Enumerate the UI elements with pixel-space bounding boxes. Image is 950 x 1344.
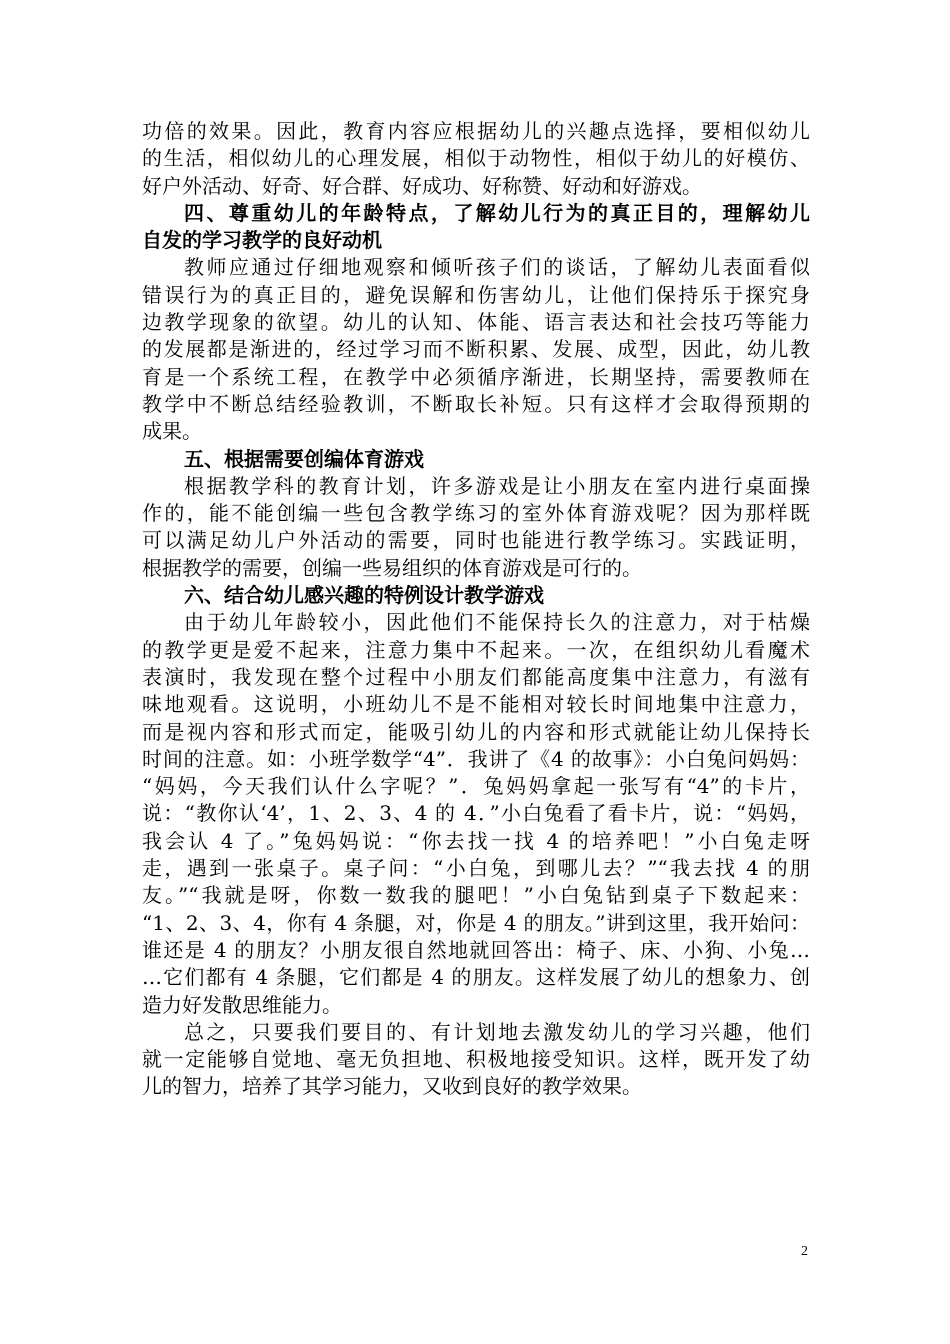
paragraph-line: 教学中不断总结经验教训，不断取长补短。只有这样才会取得预期的: [142, 391, 810, 416]
paragraph-line: 的教学更是爱不起来，注意力集中不起来。一次，在组织幼儿看魔术: [142, 637, 810, 662]
section-heading-line: 四、尊重幼儿的年龄特点，了解幼儿行为的真正目的，理解幼儿: [184, 200, 810, 225]
paragraph-line: 根据教学科的教育计划，许多游戏是让小朋友在室内进行桌面操: [184, 473, 810, 498]
paragraph-line: 造力好发散思维能力。: [142, 992, 342, 1017]
paragraph-line: 教师应通过仔细地观察和倾听孩子们的谈话，了解幼儿表面看似: [184, 255, 810, 280]
paragraph-line: 由于幼儿年龄较小，因此他们不能保持长久的注意力，对于枯燥: [184, 610, 810, 635]
paragraph-line: 边教学现象的欲望。幼儿的认知、体能、语言表达和社会技巧等能力: [142, 310, 810, 335]
paragraph-line: 而是视内容和形式而定，能吸引幼儿的内容和形式就能让幼儿保持长: [142, 719, 810, 744]
paragraph-line: 功倍的效果。因此，教育内容应根据幼儿的兴趣点选择，要相似幼儿: [142, 119, 810, 143]
paragraph-line: 友。”“我就是呀，你数一数我的腿吧！”小白兔钻到桌子下数起来：: [142, 883, 810, 908]
paragraph-line: 谁还是 4 的朋友？小朋友很自然地就回答出：椅子、床、小狗、小兔…: [142, 937, 810, 962]
paragraph-line: “1、2、3、4，你有 4 条腿，对，你是 4 的朋友。”讲到这里，我开始问：: [142, 910, 810, 935]
paragraph-line: 儿的智力，培养了其学习能力，又收到良好的教学效果。: [142, 1074, 642, 1099]
section-heading-line: 六、结合幼儿感兴趣的特例设计教学游戏: [184, 583, 544, 608]
paragraph-line: 说：“教你认‘4’，1、2、3、4 的 4．”小白兔看了看卡片，说：“妈妈，: [142, 801, 810, 826]
section-heading-line: 五、根据需要创编体育游戏: [184, 446, 424, 471]
paragraph-line: 作的，能不能创编一些包含教学练习的室外体育游戏呢？因为那样既: [142, 501, 810, 526]
paragraph-line: 表演时，我发现在整个过程中小朋友们都能高度集中注意力，有滋有: [142, 664, 810, 689]
section-heading-line: 自发的学习教学的良好动机: [142, 228, 382, 253]
paragraph-line: 错误行为的真正目的，避免误解和伤害幼儿，让他们保持乐于探究身: [142, 282, 810, 307]
paragraph-line: …它们都有 4 条腿，它们都是 4 的朋友。这样发展了幼儿的想象力、创: [142, 965, 810, 990]
paragraph-line: 育是一个系统工程，在教学中必须循序渐进，长期坚持，需要教师在: [142, 364, 810, 389]
paragraph-line: 走，遇到一张桌子。桌子问：“小白兔，到哪儿去？”“我去找 4 的朋: [142, 856, 810, 881]
document-page: [142, 118, 810, 1101]
paragraph-line: “妈妈，今天我们认什么字呢？”．兔妈妈拿起一张写有“4”的卡片，: [142, 774, 810, 799]
paragraph-line: 的发展都是渐进的，经过学习而不断积累、发展、成型，因此，幼儿教: [142, 337, 810, 362]
paragraph-line: 可以满足幼儿户外活动的需要，同时也能进行教学练习。实践证明，: [142, 528, 810, 553]
paragraph-line: 好户外活动、好奇、好合群、好成功、好称赞、好动和好游戏。: [142, 173, 702, 198]
paragraph-line: 总之，只要我们要目的、有计划地去激发幼儿的学习兴趣，他们: [184, 1019, 810, 1044]
paragraph-line: 成果。: [142, 419, 202, 444]
paragraph-line: 我会认 4 了。”兔妈妈说：“你去找一找 4 的培养吧！”小白兔走呀: [142, 828, 810, 853]
paragraph-line: 根据教学的需要，创编一些易组织的体育游戏是可行的。: [142, 555, 642, 580]
paragraph-line: 的生活，相似幼儿的心理发展，相似于动物性，相似于幼儿的好模仿、: [142, 146, 810, 171]
page-number: 2: [801, 1244, 808, 1259]
paragraph-line: 时间的注意。如：小班学数学“4”．我讲了《4 的故事》：小白兔问妈妈：: [142, 746, 810, 771]
paragraph-line: 就一定能够自觉地、毫无负担地、积极地接受知识。这样，既开发了幼: [142, 1047, 810, 1072]
paragraph-line: 味地观看。这说明，小班幼儿不是不能相对较长时间地集中注意力，: [142, 692, 810, 717]
